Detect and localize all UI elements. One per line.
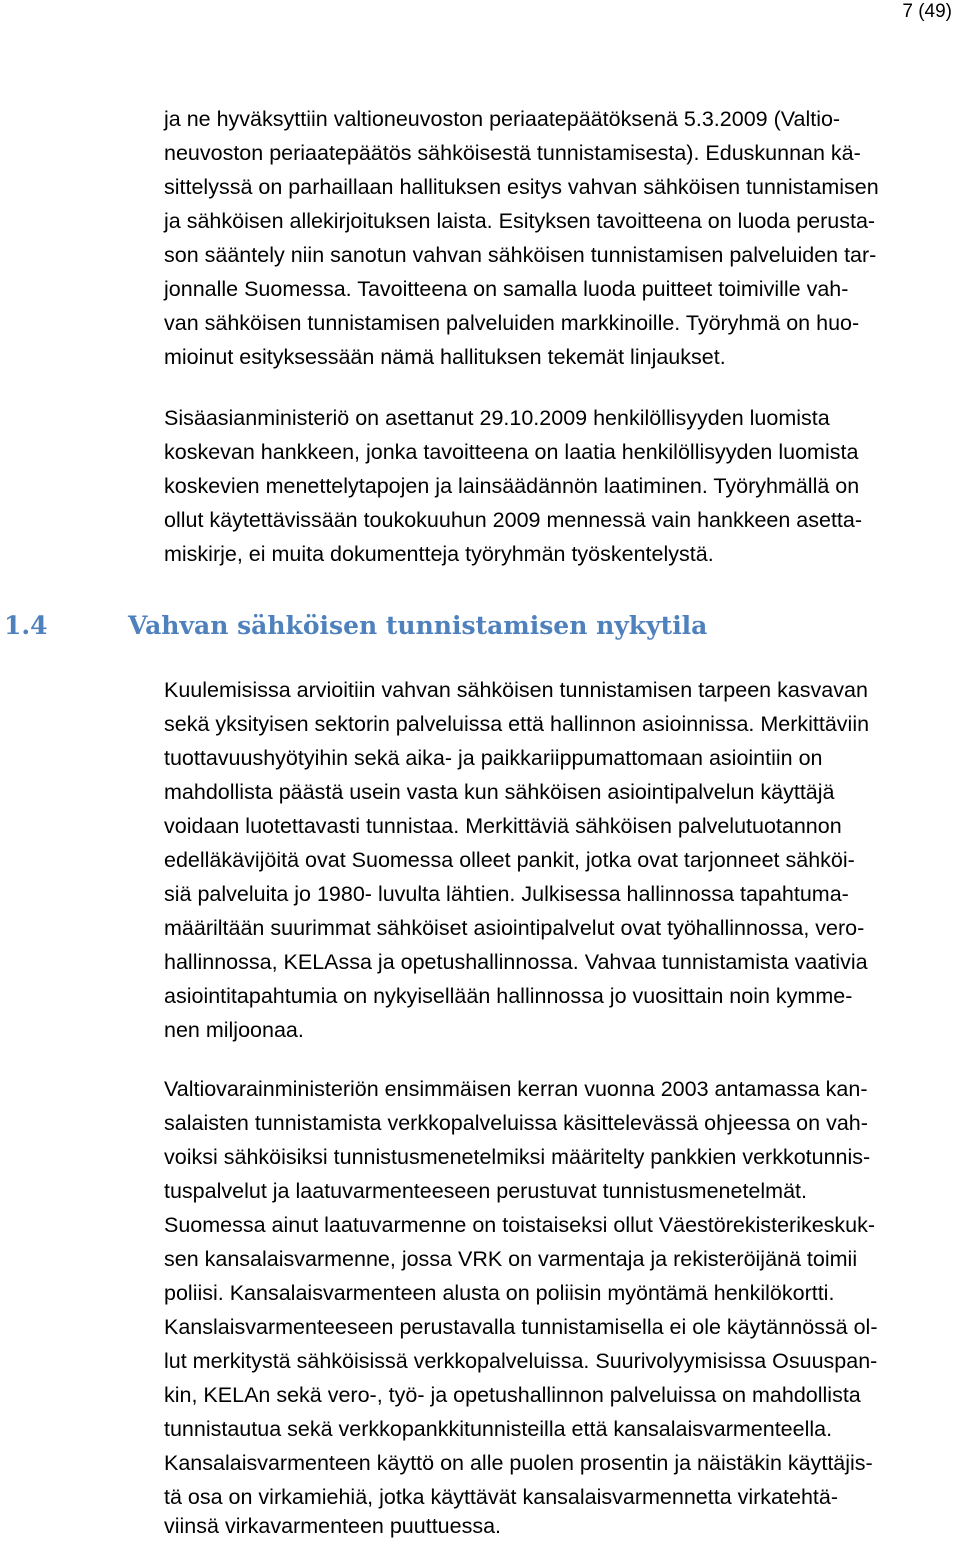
paragraph-4-line: kin, KELAn sekä vero-, työ- ja opetushallinnon palveluissa on mahdollista — [164, 1383, 861, 1407]
paragraph-4-line: Suomessa ainut laatuvarmenne on toistaiseksi ollut Väestörekisterikeskuk- — [164, 1213, 876, 1237]
paragraph-1-line: sittelyssä on parhaillaan hallituksen esitys vahvan sähköisen tunnistamisen — [164, 175, 879, 199]
paragraph-3-line: hallinnossa, KELAssa ja opetushallinnossa. Vahvaa tunnistamista vaativia — [164, 950, 868, 974]
paragraph-4-line: Valtiovarainministeriön ensimmäisen kerran vuonna 2003 antamassa kan- — [164, 1077, 868, 1101]
paragraph-3-line: Kuulemisissa arvioitiin vahvan sähköisen tunnistamisen tarpeen kasvavan — [164, 678, 868, 702]
paragraph-3-line: siä palveluita jo 1980- luvulta lähtien. Julkisessa hallinnossa tapahtuma- — [164, 882, 849, 906]
paragraph-4-line: tä osa on virkamiehiä, jotka käyttävät kansalaisvarmennetta virkatehtä- — [164, 1485, 838, 1509]
paragraph-4-line: tunnistautua sekä verkkopankkitunnisteilla että kansalaisvarmenteella. — [164, 1417, 833, 1441]
paragraph-4-line: lut merkitystä sähköisissä verkkopalveluissa. Suurivolyymisissa Osuuspan- — [164, 1349, 878, 1373]
paragraph-1-line: jonnalle Suomessa. Tavoitteena on samalla luoda puitteet toimiville vah- — [164, 277, 849, 301]
paragraph-1-line: van sähköisen tunnistamisen palveluiden markkinoille. Työryhmä on huo- — [164, 311, 860, 335]
paragraph-3-line: voidaan luotettavasti tunnistaa. Merkittäviä sähköisen palvelutuotannon — [164, 814, 842, 838]
paragraph-4-line: viinsä virkavarmenteen puuttuessa. — [164, 1514, 502, 1538]
page-number: 7 (49) — [902, 1, 952, 22]
paragraph-2-line: koskevan hankkeen, jonka tavoitteena on laatia henkilöllisyyden luomista — [164, 440, 859, 464]
paragraph-2-line: koskevien menettelytapojen ja lainsäädännön laatiminen. Työryhmällä on — [164, 474, 860, 498]
paragraph-4-line: Kanslaisvarmenteeseen perustavalla tunnistamisella ei ole käytännössä ol- — [164, 1315, 878, 1339]
paragraph-2-line: miskirje, ei muita dokumentteja työryhmän työskentelystä. — [164, 542, 714, 566]
paragraph-4-line: sen kansalaisvarmenne, jossa VRK on varmentaja ja rekisteröijänä toimii — [164, 1247, 858, 1271]
paragraph-4-line: salaisten tunnistamista verkkopalveluissa käsittelevässä ohjeessa on vah- — [164, 1111, 868, 1135]
paragraph-1-line: mioinut esityksessään nämä hallituksen tekemät linjaukset. — [164, 345, 726, 369]
paragraph-3-line: tuottavuushyötyihin sekä aika- ja paikkariippumattomaan asiointiin on — [164, 746, 823, 770]
paragraph-4-line: Kansalaisvarmenteen käyttö on alle puolen prosentin ja näistäkin käyttäjis- — [164, 1451, 873, 1475]
paragraph-2-line: ollut käytettävissään toukokuuhun 2009 mennessä vain hankkeen asetta- — [164, 508, 863, 532]
paragraph-1-line: ja sähköisen allekirjoituksen laista. Esityksen tavoitteena on luoda perusta- — [164, 209, 876, 233]
paragraph-3-line: edelläkävijöitä ovat Suomessa olleet pankit, jotka ovat tarjonneet sähköi- — [164, 848, 855, 872]
paragraph-1-line: ja ne hyväksyttiin valtioneuvoston periaatepäätöksenä 5.3.2009 (Valtio- — [164, 107, 841, 131]
paragraph-1-line: son sääntely niin sanotun vahvan sähköisen tunnistamisen palveluiden tar- — [164, 243, 877, 267]
section-title: Vahvan sähköisen tunnistamisen nykytila — [128, 611, 708, 640]
paragraph-3-line: määriltään suurimmat sähköiset asiointipalvelut ovat työhallinnossa, vero- — [164, 916, 865, 940]
paragraph-3-line: mahdollista päästä usein vasta kun sähköisen asiointipalvelun käyttäjä — [164, 780, 835, 804]
paragraph-3-line: sekä yksityisen sektorin palveluissa että hallinnon asioinnissa. Merkittäviin — [164, 712, 870, 736]
paragraph-4-line: voiksi sähköisiksi tunnistusmenetelmiksi määritelty pankkien verkkotunnis- — [164, 1145, 871, 1169]
paragraph-2-line: Sisäasianministeriö on asettanut 29.10.2009 henkilöllisyyden luomista — [164, 406, 830, 430]
paragraph-4-line: poliisi. Kansalaisvarmenteen alusta on poliisin myöntämä henkilökortti. — [164, 1281, 835, 1305]
paragraph-1-line: neuvoston periaatepäätös sähköisestä tunnistamisesta). Eduskunnan kä- — [164, 141, 861, 165]
section-number: 1.4 — [4, 611, 48, 640]
paragraph-4-line: tuspalvelut ja laatuvarmenteeseen perustuvat tunnistusmenetelmät. — [164, 1179, 807, 1203]
paragraph-3-line: nen miljoonaa. — [164, 1018, 304, 1042]
paragraph-3-line: asiointitapahtumia on nykyisellään hallinnossa jo vuosittain noin kymme- — [164, 984, 853, 1008]
